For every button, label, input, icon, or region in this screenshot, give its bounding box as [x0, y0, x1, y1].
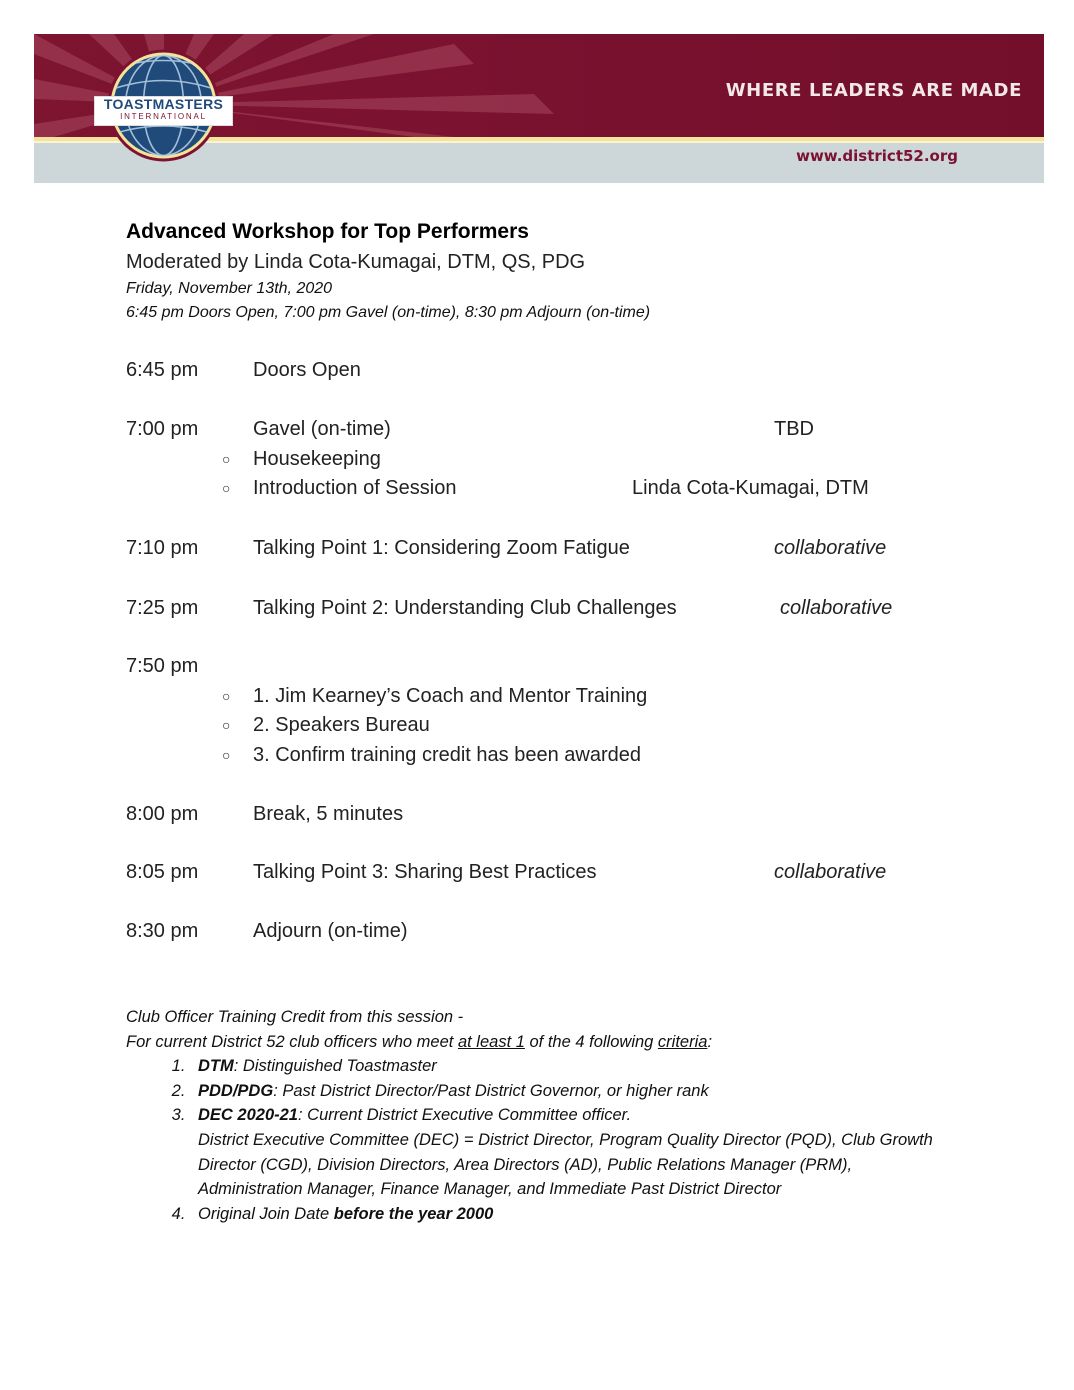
- agenda-role: collaborative: [774, 537, 887, 559]
- tagline: WHERE LEADERS ARE MADE: [725, 80, 1022, 101]
- criteria-item: [190, 1054, 946, 1079]
- logo-line1: TOASTMASTERS: [103, 96, 224, 112]
- agenda-item: Gavel (on-time): [253, 418, 391, 440]
- page-title: Advanced Workshop for Top Performers: [126, 220, 529, 243]
- credit-heading: Club Officer Training Credit from this session -: [126, 1008, 464, 1026]
- criteria-text: : Distinguished Toastmaster: [233, 1057, 437, 1076]
- criteria-item: [190, 1103, 946, 1201]
- agenda-time: 8:00 pm: [126, 803, 199, 825]
- agenda-time: 8:05 pm: [126, 861, 199, 883]
- event-times: 6:45 pm Doors Open, 7:00 pm Gavel (on-time), 8:30 pm Adjourn (on-time): [126, 304, 651, 321]
- document-header: [126, 217, 986, 325]
- agenda-item: Doors Open: [253, 359, 361, 381]
- criteria-label: before the year 2000: [333, 1204, 494, 1223]
- criteria-text: Original Join Date: [198, 1204, 334, 1223]
- agenda-item: 1. Jim Kearney’s Coach and Mentor Training: [253, 685, 648, 707]
- agenda-role: collaborative: [774, 861, 887, 883]
- training-credit-section: [126, 1005, 946, 1226]
- agenda-time: 7:10 pm: [126, 537, 199, 559]
- moderator-line: Moderated by Linda Cota-Kumagai, DTM, QS, PDG: [126, 251, 586, 273]
- criteria-list: [126, 1054, 946, 1226]
- eligibility-emphasis: at least 1: [457, 1032, 525, 1051]
- agenda-role: TBD: [774, 418, 814, 440]
- agenda-time: 8:30 pm: [126, 920, 199, 942]
- criteria-label: DEC 2020-21: [198, 1106, 298, 1125]
- eligibility-criteria-word: criteria: [657, 1032, 708, 1051]
- criteria-item: [190, 1079, 946, 1104]
- circle-bullet-icon: ○: [222, 451, 231, 467]
- header-banner: [34, 34, 1044, 183]
- credit-eligibility: [126, 1030, 946, 1055]
- criteria-item: [190, 1202, 946, 1227]
- agenda-time: 7:25 pm: [126, 597, 199, 619]
- agenda-time: 7:50 pm: [126, 655, 199, 677]
- agenda-role: collaborative: [780, 597, 893, 619]
- criteria-text: : Current District Executive Committee officer.: [297, 1106, 632, 1125]
- agenda-item: Talking Point 3: Sharing Best Practices: [253, 861, 597, 883]
- agenda-time: 6:45 pm: [126, 359, 199, 381]
- agenda-item: Talking Point 2: Understanding Club Challenges: [253, 597, 677, 619]
- eligibility-text: of the 4 following: [524, 1032, 658, 1051]
- eligibility-text: :: [707, 1032, 713, 1051]
- agenda-item: Housekeeping: [253, 448, 381, 470]
- criteria-text: : Past District Director/Past District Governor, or higher rank: [273, 1081, 709, 1100]
- circle-bullet-icon: ○: [222, 688, 231, 704]
- event-date: Friday, November 13th, 2020: [126, 280, 333, 297]
- agenda-item: Break, 5 minutes: [253, 803, 404, 825]
- district-url: www.district52.org: [796, 147, 958, 165]
- criteria-label: DTM: [198, 1057, 234, 1076]
- agenda-item: 2. Speakers Bureau: [253, 714, 430, 736]
- circle-bullet-icon: ○: [222, 747, 231, 763]
- toastmasters-logo: [94, 96, 233, 126]
- eligibility-text: For current District 52 club officers who meet: [126, 1032, 458, 1051]
- agenda-role: Linda Cota-Kumagai, DTM: [632, 477, 869, 499]
- circle-bullet-icon: ○: [222, 480, 231, 496]
- agenda-item: Talking Point 1: Considering Zoom Fatigue: [253, 537, 630, 559]
- agenda-item: Introduction of Session: [253, 477, 457, 499]
- criteria-label: PDD/PDG: [198, 1081, 274, 1100]
- agenda-time: 7:00 pm: [126, 418, 199, 440]
- criteria-detail: District Executive Committee (DEC) = District Director, Program Quality Director (PQD), Club Growth Director (CGD), Division Directors, Area Directors (AD), Public Relations Manager (PRM), Administration Manager, Finance Manager, and Immediate Past District Director: [198, 1130, 933, 1199]
- circle-bullet-icon: ○: [222, 717, 231, 733]
- agenda-item: 3. Confirm training credit has been awarded: [253, 744, 641, 766]
- agenda-item: Adjourn (on-time): [253, 920, 408, 942]
- logo-line2: INTERNATIONAL: [120, 112, 207, 121]
